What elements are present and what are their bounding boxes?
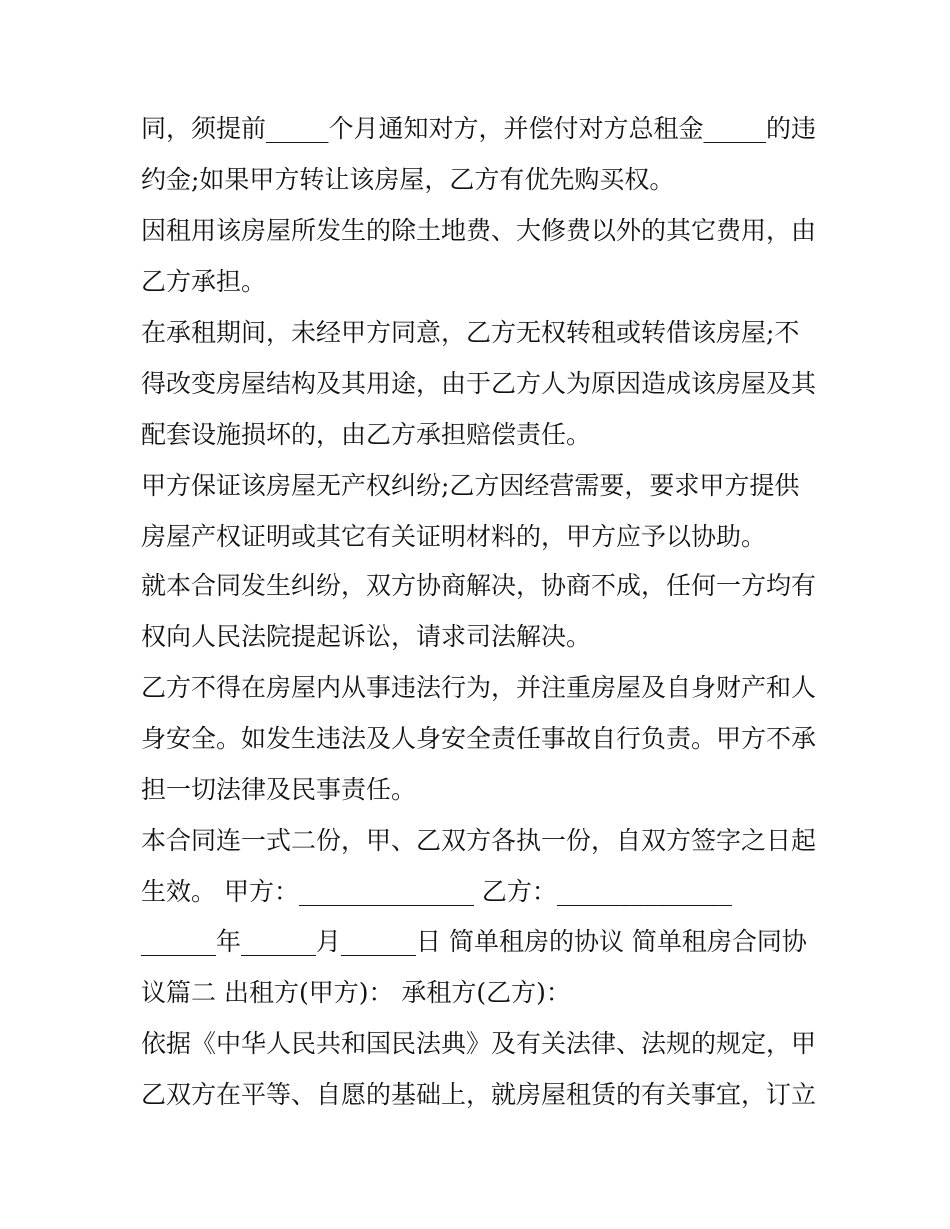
text-line: 身安全。如发生违法及人身安全责任事故自行负责。甲方不承 xyxy=(141,724,817,753)
text-line: 本合同连一式二份，甲、乙双方各执一份，自双方签字之日起 xyxy=(141,826,817,855)
text-line: 议篇二 出租方(甲方)： 承租方(乙方)： xyxy=(141,978,571,1007)
text-line: 在承租期间，未经甲方同意，乙方无权转租或转借该房屋;不 xyxy=(141,318,800,347)
text-line: 同，须提前_____个月通知对方，并偿付对方总租金_____的违 xyxy=(141,114,817,143)
text-line: 担一切法律及民事责任。 xyxy=(141,775,417,804)
text-line: 得改变房屋结构及其用途，由于乙方人为原因造成该房屋及其 xyxy=(141,369,817,398)
text-line: 依据《中华人民共和国民法典》及有关法律、法规的规定，甲 xyxy=(141,1029,817,1058)
text-line: 甲方保证该房屋无产权纠纷;乙方因经营需要，要求甲方提供 xyxy=(141,471,800,500)
text-line: 权向人民法院提起诉讼，请求司法解决。 xyxy=(141,622,592,651)
text-line: 乙方承担。 xyxy=(141,267,267,296)
text-line: 乙方不得在房屋内从事违法行为，并注重房屋及自身财产和人 xyxy=(141,673,817,702)
text-line: 配套设施损坏的，由乙方承担赔偿责任。 xyxy=(141,420,592,449)
text-line: 约金;如果甲方转让该房屋，乙方有优先购买权。 xyxy=(141,165,675,194)
text-line: ______年______月______日 简单租房的协议 简单租房合同协 xyxy=(141,927,807,956)
text-line: 房屋产权证明或其它有关证明材料的，甲方应予以协助。 xyxy=(141,522,767,551)
text-line: 因租用该房屋所发生的除土地费、大修费以外的其它费用，由 xyxy=(141,216,817,245)
text-line: 生效。 甲方：______________ 乙方：______________ xyxy=(141,877,732,906)
text-line: 乙双方在平等、自愿的基础上，就房屋租赁的有关事宜，订立 xyxy=(141,1080,817,1109)
text-line: 就本合同发生纠纷，双方协商解决，协商不成，任何一方均有 xyxy=(141,571,817,600)
